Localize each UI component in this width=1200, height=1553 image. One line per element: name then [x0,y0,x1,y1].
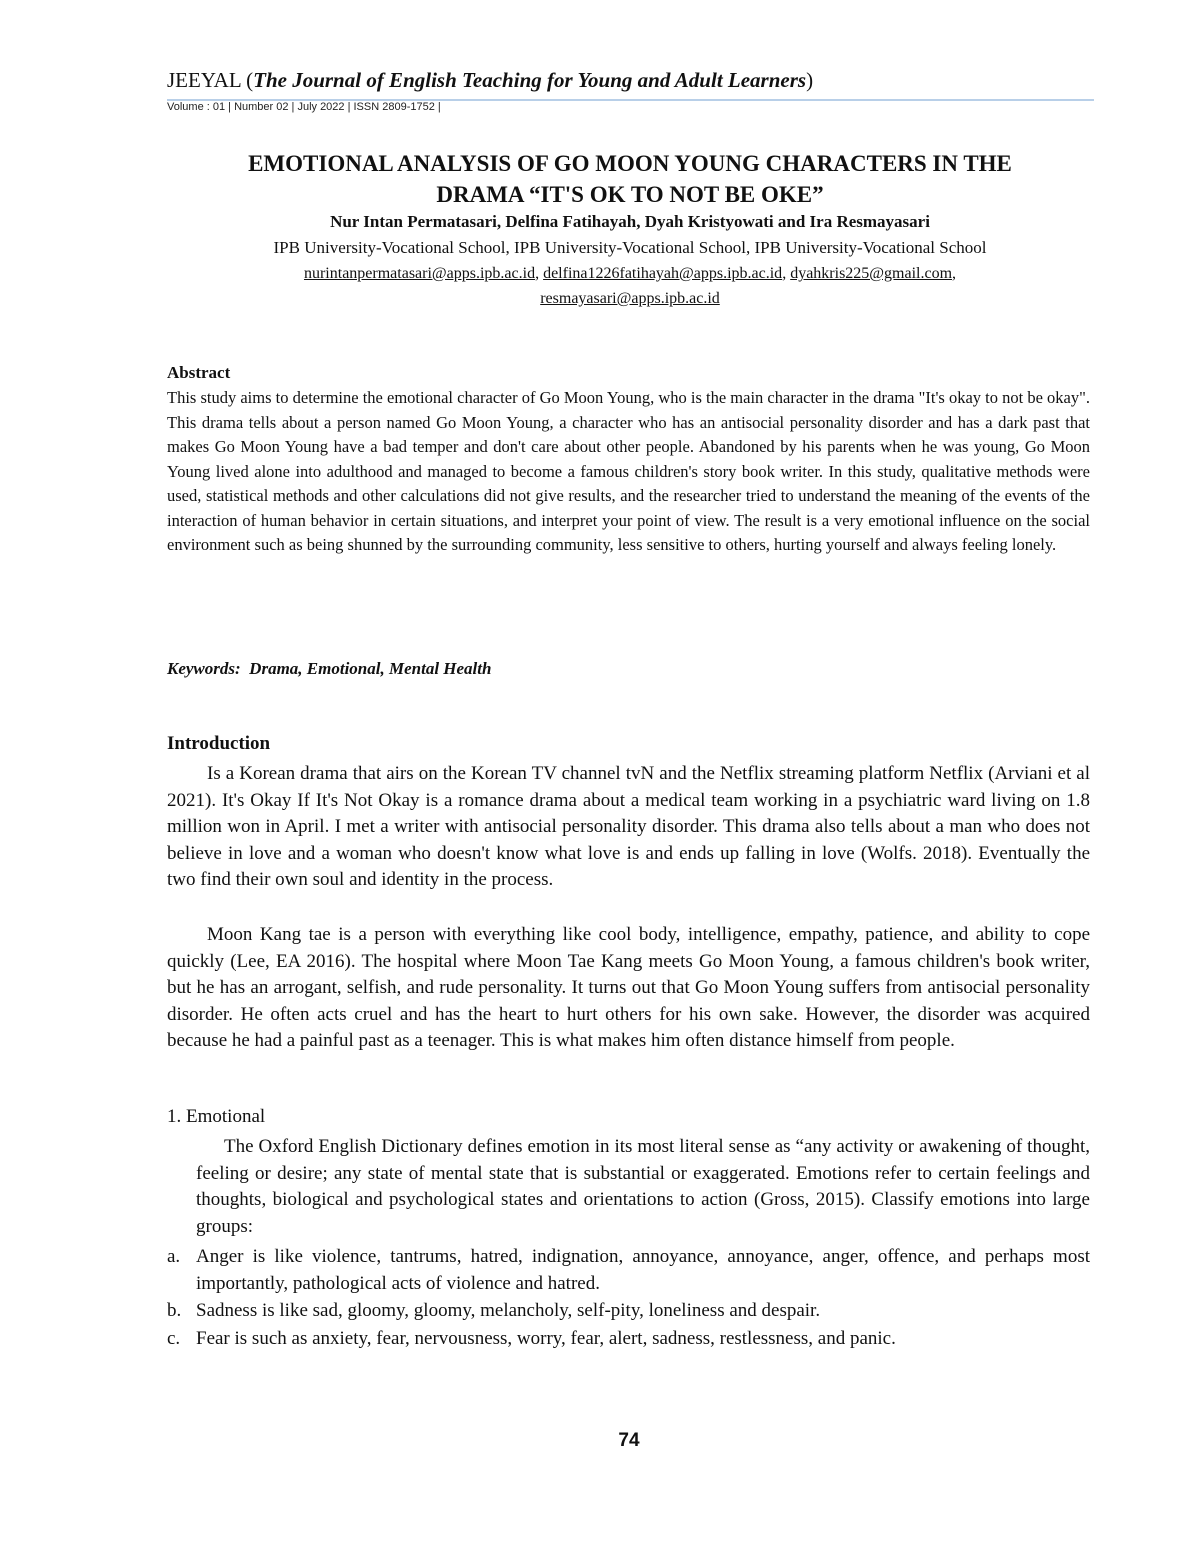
intro-paragraph-2: Moon Kang tae is a person with everything like cool body, intelligence, empathy, patience, and ability to cope quickly (Lee, EA 2016). The hospital where Moon Tae Kang meets Go Moon Young, a famous children's book writer, but he has an arrogant, selfish, and rude personality. It turns out that Go Moon Young suffers from antisocial personality disorder. He often acts cruel and has the heart to hurt others for his own sake. However, the disorder was acquired because he had a painful past as a teenager. This is what makes him often distance himself from people. [167,924,1090,1052]
journal-abbr: JEEYAL ( [167,68,254,92]
section-heading-emotional: 1. Emotional [167,1106,266,1127]
title-line-1: EMOTIONAL ANALYSIS OF GO MOON YOUNG CHARACTERS IN THE [248,151,1012,176]
list-item [167,1244,1090,1297]
abstract-heading: Abstract [167,363,231,382]
list-marker: a. [167,1246,181,1267]
email-link[interactable]: delfina1226fatihayah@apps.ipb.ac.id [543,265,783,282]
emotion-list [167,1244,1090,1353]
page-number: 74 [618,1430,640,1451]
list-item [167,1326,1090,1353]
email-link[interactable]: dyahkris225@gmail.com [790,265,953,282]
title-line-2: DRAMA “IT'S OK TO NOT BE OKE” [436,182,824,207]
list-marker: c. [167,1327,181,1349]
authors: Nur Intan Permatasari, Delfina Fatihayah, Dyah Kristyowati and Ira Resmayasari [330,212,930,231]
list-marker: b. [167,1300,182,1322]
keywords [167,659,491,679]
abstract-text: This study aims to determine the emotional character of Go Moon Young, who is the main character in the drama "It's okay to not be okay". This drama tells about a person named Go Moon Young, a character who has an antisocial personality disorder and has a dark past that makes Go Moon Young have a bad temper and don't care about other people. Abandoned by his parents when he was young, Go Moon Young lived alone into adulthood and managed to become a famous children's story book writer. In this study, qualitative methods were used, statistical methods and other calculations did not give results, and the researcher tried to understand the meaning of the events of the interaction of human behavior in certain situations, and interpret your point of view. The result is a very emotional influence on the social environment such as being shunned by the surrounding community, less sensitive to others, hurting yourself and always feeling lonely. [167,388,1090,554]
email-link[interactable]: nurintanpermatasari@apps.ipb.ac.id [303,265,536,282]
list-item-text: Anger is like violence, tantrums, hatred, indignation, annoyance, annoyance, anger, offence, and perhaps most importantly, pathological acts of violence and hatred. [196,1246,1090,1294]
journal-close: ) [806,68,814,92]
affiliation: IPB University-Vocational School, IPB University-Vocational School, IPB University-Vocational School [273,238,987,257]
article-title [160,148,1100,210]
journal-meta: Volume : 01 | Number 02 | July 2022 | ISSN 2809-1752 | [167,101,441,113]
section-paragraph: The Oxford English Dictionary defines emotion in its most literal sense as “any activity or awakening of thought, feeling or desire; any state of mental state that is substantial or exaggerated. Emotions refer to certain feelings and thoughts, biological and psychological states and orientations to action (Gross, 2015). Classify emotions into large groups: [196,1136,1090,1237]
email-separator: , [782,265,791,282]
list-item-text: Sadness is like sad, gloomy, gloomy, melancholy, self-pity, loneliness and despair. [196,1300,821,1322]
email-comma: , [952,265,957,282]
list-item-text: Fear is such as anxiety, fear, nervousness, worry, fear, alert, sadness, restlessness, and panic. [196,1327,896,1349]
journal-title [167,68,813,93]
keywords-values: Drama, Emotional, Mental Health [249,659,492,678]
list-item [167,1298,1090,1325]
email-separator: , [535,265,544,282]
author-emails [160,261,1100,311]
keywords-label: Keywords: [167,659,241,678]
introduction-heading: Introduction [167,733,271,754]
journal-full-name: The Journal of English Teaching for Young and Adult Learners [253,68,807,92]
email-link[interactable]: resmayasari@apps.ipb.ac.id [540,290,720,307]
intro-paragraph-1: Is a Korean drama that airs on the Korean TV channel tvN and the Netflix streaming platform Netflix (Arviani et al 2021). It's Okay If It's Not Okay is a romance drama about a medical team working in a psychiatric ward living on 1.8 million won in April. I met a writer with antisocial personality disorder. This drama also tells about a man who does not believe in love and a woman who doesn't know what love is and ends up falling in love (Wolfs. 2018). Eventually the two find their own soul and identity in the process. [167,763,1090,891]
